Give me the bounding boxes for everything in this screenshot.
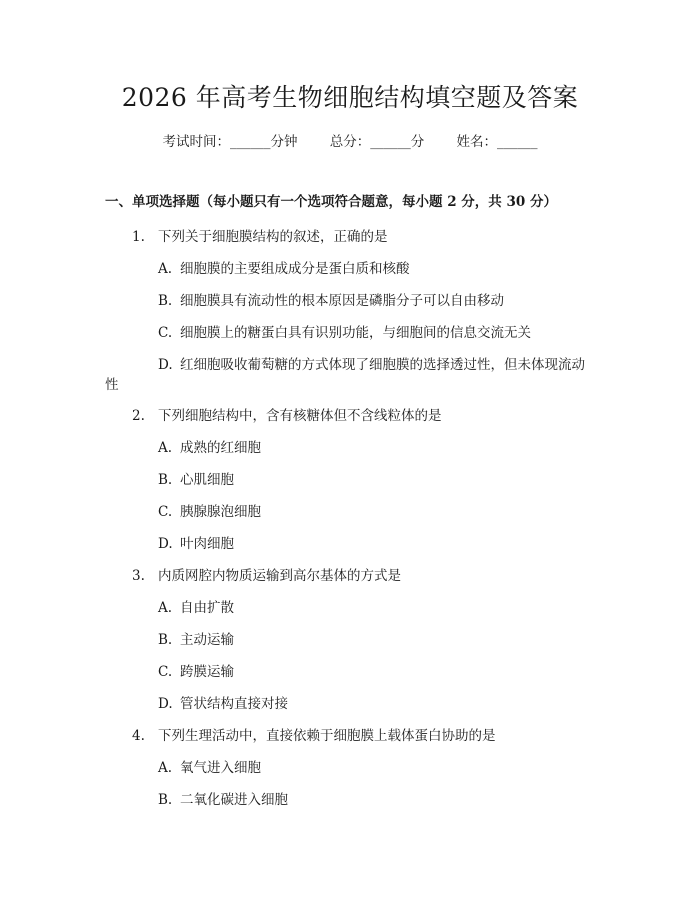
exam-info-line bbox=[0, 130, 700, 150]
option-text: 细胞膜上的糖蛋白具有识别功能，与细胞间的信息交流无关 bbox=[180, 325, 531, 341]
option-letter: D. bbox=[158, 357, 173, 373]
question-text: 内质网腔内物质运输到高尔基体的方式是 bbox=[158, 568, 401, 584]
question-1-option-a bbox=[158, 257, 410, 277]
option-letter: C. bbox=[158, 504, 173, 520]
option-letter: A. bbox=[158, 440, 173, 456]
document-title: 2026 年高考生物细胞结构填空题及答案 bbox=[121, 83, 579, 112]
option-text: 细胞膜具有流动性的根本原因是磷脂分子可以自由移动 bbox=[180, 293, 504, 309]
option-text: 细胞膜的主要组成成分是蛋白质和核酸 bbox=[180, 261, 410, 277]
question-3-option-a bbox=[158, 596, 234, 616]
question-1-option-d-continuation: 性 bbox=[105, 377, 119, 393]
question-4-stem bbox=[132, 724, 496, 744]
option-text: 胰腺腺泡细胞 bbox=[180, 504, 261, 520]
question-4-option-a bbox=[158, 756, 261, 776]
section-heading-single-choice: 一、单项选择题（每小题只有一个选项符合题意，每小题 2 分，共 30 分） bbox=[105, 194, 557, 210]
question-1-stem bbox=[132, 225, 388, 245]
total-score-field: 总分：______分 bbox=[329, 134, 425, 150]
option-text: 成熟的红细胞 bbox=[180, 440, 261, 456]
question-number: 1. bbox=[132, 229, 145, 245]
option-letter: A. bbox=[158, 261, 173, 277]
option-text: 管状结构直接对接 bbox=[180, 696, 288, 712]
option-letter: D. bbox=[158, 696, 173, 712]
exam-time-field: 考试时间：______分钟 bbox=[162, 134, 298, 150]
option-letter: C. bbox=[158, 325, 173, 341]
question-4-option-b bbox=[158, 788, 288, 808]
question-3-option-b bbox=[158, 628, 234, 648]
question-2-option-b bbox=[158, 468, 234, 488]
option-letter: A. bbox=[158, 600, 173, 616]
option-text: 叶肉细胞 bbox=[180, 536, 234, 552]
option-text: 二氧化碳进入细胞 bbox=[180, 792, 288, 808]
option-letter: D. bbox=[158, 536, 173, 552]
question-text: 下列关于细胞膜结构的叙述，正确的是 bbox=[158, 229, 388, 245]
option-text: 跨膜运输 bbox=[180, 664, 234, 680]
question-1-option-d bbox=[158, 353, 585, 373]
option-text: 心肌细胞 bbox=[180, 472, 234, 488]
option-letter: B. bbox=[158, 632, 173, 648]
question-1-option-b bbox=[158, 289, 504, 309]
option-text: 自由扩散 bbox=[180, 600, 234, 616]
question-3-option-c bbox=[158, 660, 234, 680]
question-2-option-d bbox=[158, 532, 234, 552]
question-number: 3. bbox=[132, 568, 145, 584]
question-3-stem bbox=[132, 564, 401, 584]
question-2-stem bbox=[132, 404, 442, 424]
question-1-option-c bbox=[158, 321, 531, 341]
option-letter: C. bbox=[158, 664, 173, 680]
student-name-field: 姓名：______ bbox=[456, 134, 538, 150]
question-number: 4. bbox=[132, 728, 145, 744]
option-letter: A. bbox=[158, 760, 173, 776]
question-2-option-c bbox=[158, 500, 261, 520]
question-number: 2. bbox=[132, 408, 145, 424]
question-2-option-a bbox=[158, 436, 261, 456]
option-letter: B. bbox=[158, 792, 173, 808]
question-3-option-d bbox=[158, 692, 288, 712]
question-text: 下列细胞结构中，含有核糖体但不含线粒体的是 bbox=[158, 408, 442, 424]
option-text: 主动运输 bbox=[180, 632, 234, 648]
question-text: 下列生理活动中，直接依赖于细胞膜上载体蛋白协助的是 bbox=[158, 728, 496, 744]
option-text: 红细胞吸收葡萄糖的方式体现了细胞膜的选择透过性，但未体现流动 bbox=[180, 357, 585, 373]
option-text: 氧气进入细胞 bbox=[180, 760, 261, 776]
option-letter: B. bbox=[158, 293, 173, 309]
option-letter: B. bbox=[158, 472, 173, 488]
